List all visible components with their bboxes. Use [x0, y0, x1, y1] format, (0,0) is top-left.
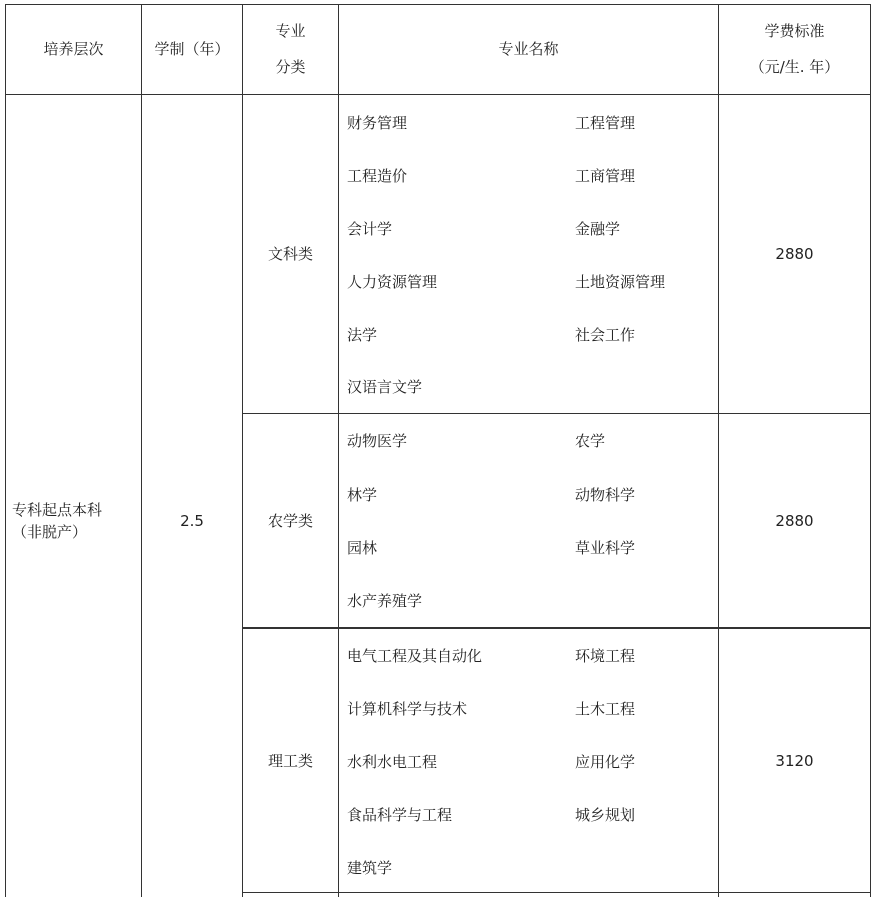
table-border-right — [870, 4, 871, 897]
header-level: 培养层次 — [43, 40, 104, 58]
major-item: 草业科学 — [575, 539, 636, 557]
major-item: 城乡规划 — [575, 806, 636, 824]
header-duration: 学制（年） — [154, 40, 230, 58]
major-item: 土木工程 — [575, 700, 636, 718]
group-divider-2 — [242, 627, 871, 629]
major-item: 动物医学 — [347, 432, 408, 450]
major-item: 园林 — [347, 539, 378, 557]
group-divider-3 — [242, 892, 871, 893]
header-divider — [5, 94, 871, 95]
major-item: 汉语言文学 — [347, 378, 423, 396]
major-item: 土地资源管理 — [575, 273, 666, 291]
major-item: 应用化学 — [575, 753, 636, 771]
header-fee-line2: （元/生. 年） — [749, 58, 840, 76]
col-divider-3 — [338, 4, 339, 897]
header-majors: 专业名称 — [498, 40, 559, 58]
major-item: 会计学 — [347, 220, 393, 238]
category-label: 理工类 — [267, 752, 313, 770]
major-item: 食品科学与工程 — [347, 806, 453, 824]
major-item: 工程管理 — [575, 114, 636, 132]
col-divider-1 — [141, 4, 142, 897]
major-item: 环境工程 — [575, 647, 636, 665]
major-item: 动物科学 — [575, 486, 636, 504]
major-item: 金融学 — [575, 220, 621, 238]
header-category-line1: 专业 — [275, 22, 306, 40]
category-label: 农学类 — [267, 512, 313, 530]
major-item: 法学 — [347, 326, 378, 344]
group-divider-1 — [242, 413, 871, 414]
category-label: 文科类 — [267, 245, 313, 263]
duration-value: 2.5 — [180, 512, 204, 530]
major-item: 电气工程及其自动化 — [347, 647, 483, 665]
major-item: 水利水电工程 — [347, 753, 438, 771]
major-item: 财务管理 — [347, 114, 408, 132]
table-border-left — [5, 4, 6, 897]
fee-value: 3120 — [775, 752, 814, 770]
major-item: 水产养殖学 — [347, 592, 423, 610]
major-item: 计算机科学与技术 — [347, 700, 468, 718]
major-item: 林学 — [347, 486, 378, 504]
fee-value: 2880 — [775, 245, 814, 263]
level-line2: （非脱产） — [12, 523, 88, 541]
header-fee-line1: 学费标准 — [764, 22, 825, 40]
major-item: 人力资源管理 — [347, 273, 438, 291]
major-item: 农学 — [575, 432, 606, 450]
major-item: 建筑学 — [347, 859, 393, 877]
major-item: 工商管理 — [575, 167, 636, 185]
fee-value: 2880 — [775, 512, 814, 530]
level-line1: 专科起点本科 — [12, 501, 103, 519]
header-category-line2: 分类 — [275, 58, 306, 76]
major-item: 社会工作 — [575, 326, 636, 344]
major-item: 工程造价 — [347, 167, 408, 185]
table-border-top — [5, 4, 871, 5]
